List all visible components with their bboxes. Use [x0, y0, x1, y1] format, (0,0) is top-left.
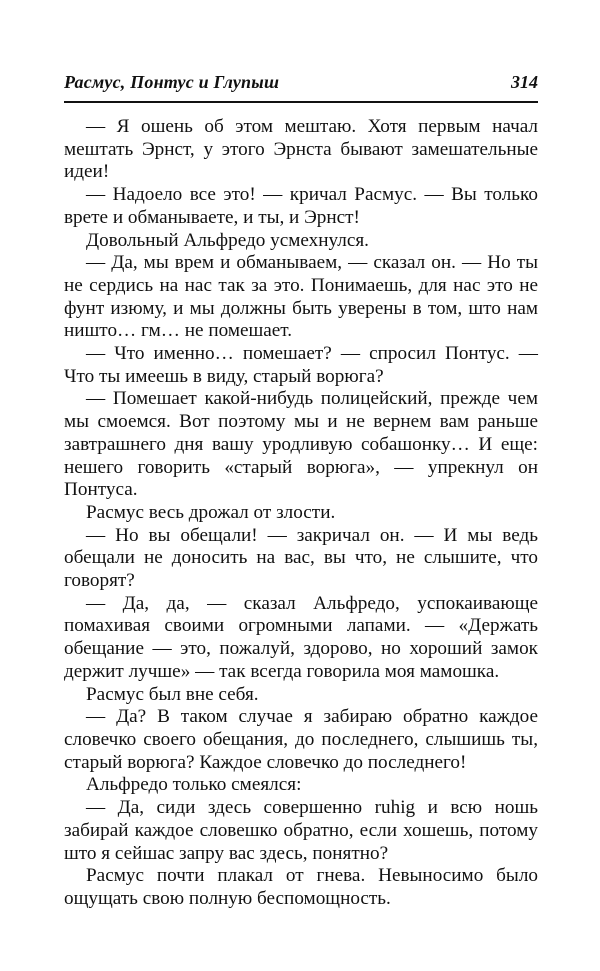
- paragraph: — Помешает какой-нибудь полицейский, прежде чем мы смоемся. Вот поэтому мы и не вернем вам раньше завтрашнего дня вашу уродливую собашонку… И еще: нешего говорить «старый ворюга», — упрекнул он Понтуса.: [64, 388, 538, 501]
- page-header: [64, 72, 538, 100]
- paragraph: Довольный Альфредо усмехнулся.: [86, 229, 369, 251]
- paragraph: — Я ошень об этом мештаю. Хотя первым начал мештать Эрнст, у этого Эрнста бывают замешательные идеи!: [64, 116, 538, 183]
- paragraph: — Да, мы врем и обманываем, — сказал он. — Но ты не сердись на нас так за это. Понимаешь, для нас это не фунт изюму, и мы должны быть уверены в том, што нам ништо… гм… не помешает.: [64, 252, 538, 342]
- running-title: Расмус, Понтус и Глупыш: [64, 72, 280, 92]
- paragraph: — Что именно… помешает? — спросил Понтус. — Что ты имеешь в виду, старый ворюга?: [64, 343, 538, 387]
- paragraph: — Но вы обещали! — закричал он. — И мы ведь обещали не доносить на вас, вы что, не слышите, что говорят?: [64, 524, 538, 592]
- paragraph: — Да, сиди здесь совершенно ruhig и всю ношь забирай каждое словешко обратно, если хошешь, потому што я сейшас запру вас здесь, понятно?: [64, 797, 538, 864]
- paragraph: Альфредо только смеялся:: [86, 774, 302, 796]
- header-rule: [64, 101, 538, 103]
- text-body: [64, 116, 538, 911]
- paragraph: — Да, да, — сказал Альфредо, успокаивающе помахивая своими огромными лапами. — «Держать обещание — это, пожалуй, здорово, но хороший замок держит лучше» — так всегда говорила моя мамошка.: [64, 592, 538, 682]
- paragraph: Расмус весь дрожал от злости.: [86, 501, 336, 523]
- paragraph: Расмус был вне себя.: [86, 683, 259, 705]
- paragraph: — Надоело все это! — кричал Расмус. — Вы только врете и обманываете, и ты, и Эрнст!: [64, 184, 538, 228]
- paragraph: — Да? В таком случае я забираю обратно каждое словечко своего обещания, до последнего, слышишь ты, старый ворюга? Каждое словечко до последнего!: [64, 706, 538, 773]
- page-number: 314: [511, 72, 538, 92]
- paragraph: Расмус почти плакал от гнева. Невыносимо было ощущать свою полную беспомощность.: [64, 865, 538, 909]
